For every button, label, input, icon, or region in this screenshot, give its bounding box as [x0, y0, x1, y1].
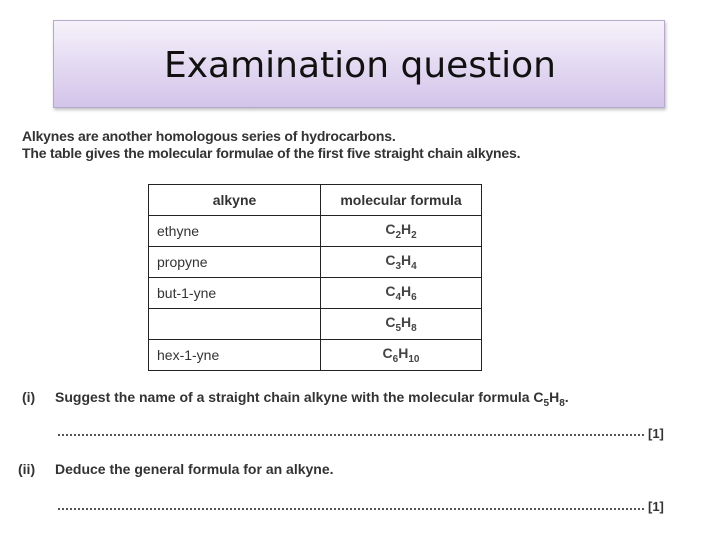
header-alkyne: alkyne — [149, 185, 321, 216]
intro-line-2: The table gives the molecular formulae of the first five straight chain alkynes. — [22, 145, 521, 161]
alkyne-name: hex-1-yne — [149, 340, 321, 371]
table-row — [149, 340, 482, 371]
question-ii-text: Deduce the general formula for an alkyne. — [55, 461, 334, 477]
header-molecular-formula: molecular formula — [321, 185, 482, 216]
molecular-formula: $C_2H_2$ — [321, 216, 482, 247]
answer-line-ii[interactable] — [58, 498, 644, 510]
table-header-row — [149, 185, 482, 216]
page-title: Examination question — [164, 45, 556, 86]
alkyne-name: propyne — [149, 247, 321, 278]
alkyne-table — [148, 184, 482, 371]
table-row — [149, 247, 482, 278]
alkyne-name: but-1-yne — [149, 278, 321, 309]
molecular-formula: $C_6H_{10}$ — [321, 340, 482, 371]
mark-i: [1] — [648, 426, 664, 441]
answer-line-i[interactable] — [58, 424, 644, 436]
question-i-text: Suggest the name of a straight chain alkyne with the molecular formula $C_5H_8$. — [55, 389, 569, 409]
alkyne-name-blank — [149, 309, 321, 340]
molecular-formula: $C_5H_8$ — [321, 309, 482, 340]
alkyne-name: ethyne — [149, 216, 321, 247]
question-i-number: (i) — [22, 389, 36, 405]
question-ii-number: (ii) — [18, 461, 36, 477]
intro-line-1: Alkynes are another homologous series of hydrocarbons. — [22, 128, 396, 144]
table-row — [149, 216, 482, 247]
table-row — [149, 278, 482, 309]
molecular-formula: $C_4H_6$ — [321, 278, 482, 309]
table-row — [149, 309, 482, 340]
molecular-formula: $C_3H_4$ — [321, 247, 482, 278]
mark-ii: [1] — [648, 499, 664, 514]
